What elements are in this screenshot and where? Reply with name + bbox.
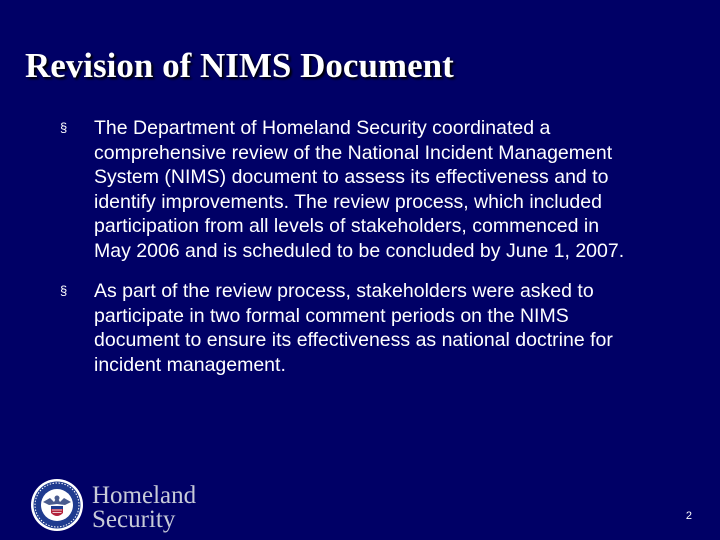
bullet-list <box>60 116 640 393</box>
bullet-item <box>60 279 640 377</box>
slide-title: Revision of NIMS Document <box>25 46 454 85</box>
bullet-marker: § <box>60 120 68 135</box>
bullet-text: As part of the review process, stakeholders were asked to participate in two formal comment periods on the NIMS document to ensure its effectiveness as national doctrine for incident management. <box>94 280 613 376</box>
logo-line-1: Homeland <box>92 482 197 509</box>
title-band <box>0 0 720 100</box>
bullet-item <box>60 116 640 263</box>
bullet-text: The Department of Homeland Security coordinated a comprehensive review of the National Incident Management System (NIMS) document to assess its effectiveness and to identify improvements. The review process, which included participation from all levels of stakeholders, commenced in May 2006 and is scheduled to be concluded by June 1, 2007. <box>94 117 625 262</box>
dhs-logo <box>30 478 220 534</box>
page-number: 2 <box>685 510 692 522</box>
logo-wordmark <box>92 484 196 532</box>
dhs-seal-icon <box>30 478 84 532</box>
logo-line-2: Security <box>92 506 176 533</box>
bullet-marker: § <box>60 283 68 298</box>
